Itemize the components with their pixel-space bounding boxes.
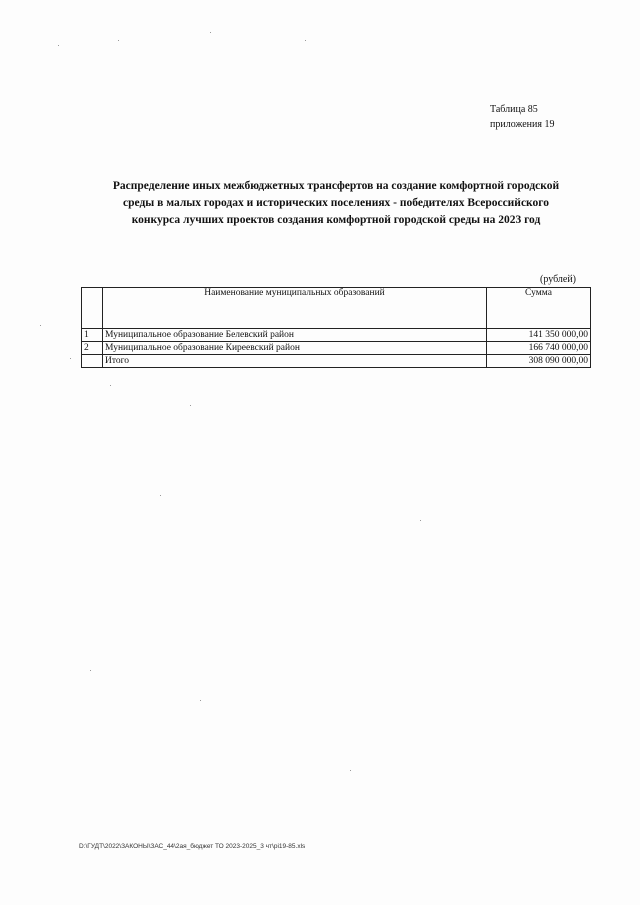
title-line-2: среды в малых городах и исторических поселениях - победителях Всероссийского: [123, 197, 549, 209]
scan-speck: [200, 700, 201, 701]
scan-speck: [350, 770, 351, 771]
total-label: Итого: [103, 355, 487, 368]
scan-speck: [305, 40, 306, 41]
document-title: [80, 178, 592, 229]
row-name: Муниципальное образование Белевский район: [103, 329, 487, 342]
table-reference: [490, 102, 554, 132]
table-row: [82, 342, 591, 355]
scan-speck: [420, 520, 421, 521]
scan-speck: [160, 495, 161, 496]
total-amount: 308 090 000,00: [487, 355, 591, 368]
title-line-3: конкурса лучших проектов создания комфортной городской среды на 2023 год: [131, 214, 541, 226]
scan-speck: [90, 670, 91, 671]
row-name: Муниципальное образование Киреевский район: [103, 342, 487, 355]
table-number: Таблица 85: [490, 104, 538, 115]
units-label: (рублей): [540, 274, 577, 285]
scan-speck: [58, 45, 59, 46]
row-amount: 141 350 000,00: [487, 329, 591, 342]
header-name-cell: Наименование муниципальных образований: [103, 288, 487, 329]
scan-speck: [118, 40, 119, 41]
row-amount: 166 740 000,00: [487, 342, 591, 355]
table-row: [82, 329, 591, 342]
scan-speck: [110, 385, 111, 386]
header-sum-cell: Сумма: [487, 288, 591, 329]
table-header-row: [82, 288, 591, 329]
scan-speck: [70, 358, 71, 359]
appendix-number: приложения 19: [490, 119, 555, 130]
total-row: [82, 355, 591, 368]
row-number: 1: [82, 329, 103, 342]
total-number-cell: [82, 355, 103, 368]
scan-speck: [190, 405, 191, 406]
header-number-cell: [82, 288, 103, 329]
row-number: 2: [82, 342, 103, 355]
title-line-1: Распределение иных межбюджетных трансфертов на создание комфортной городской: [112, 180, 560, 192]
file-path-footer: D:\ГУДТ\2022\ЗАКОНЫ\ЗАС_44\2ая_бюджет ТО 2023-2025_3 чт\рi19-85.xls: [79, 843, 306, 850]
transfers-table: [81, 287, 591, 368]
scan-speck: [210, 32, 211, 33]
scan-speck: [40, 325, 41, 326]
